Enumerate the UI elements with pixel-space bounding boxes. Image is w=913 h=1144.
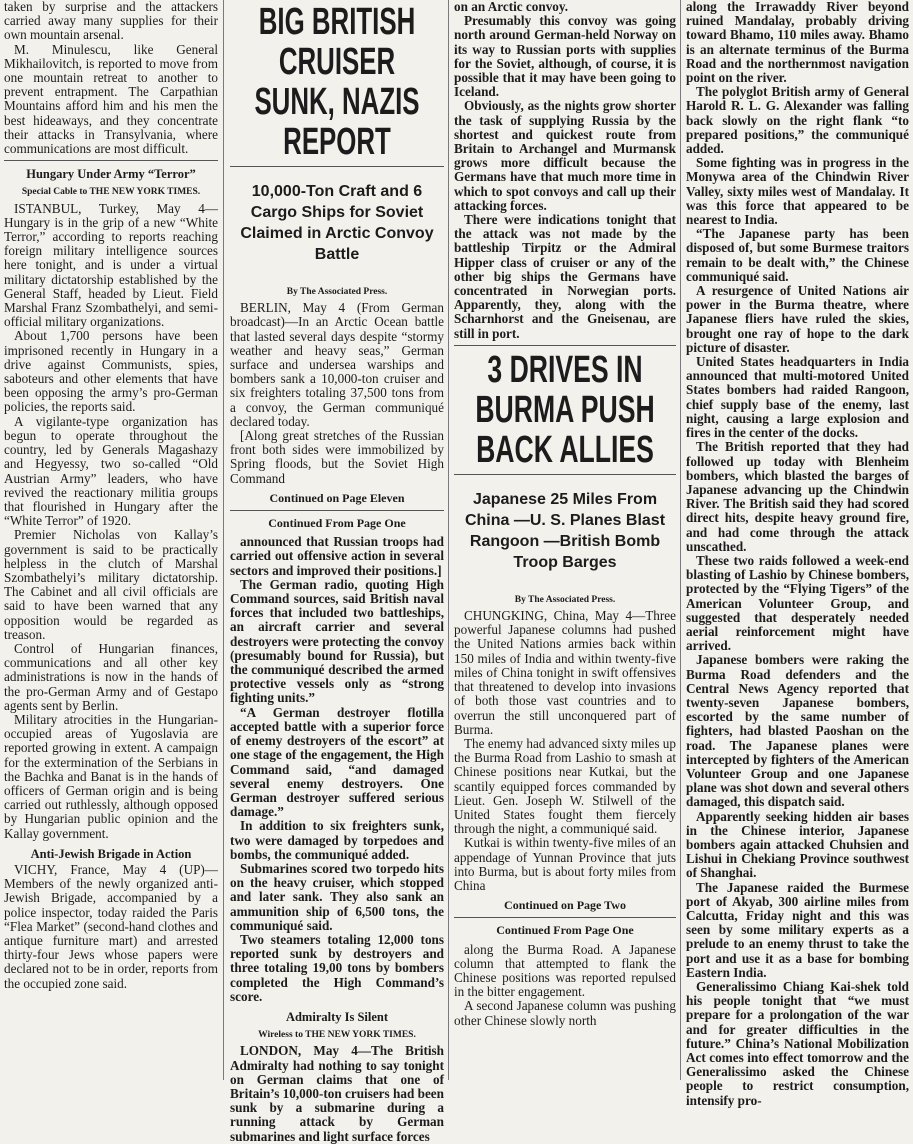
article-paragraph: Kutkai is within twenty-five miles of an appendage of Yunnan Province that juts into Burma, but is about forty miles from China	[454, 835, 676, 893]
section-divider	[230, 510, 444, 511]
article-paragraph: Submarines scored two torpedo hits on the heavy cruiser, which stopped and later sank. They also sank an ammunition ship of 6,500 tons, the communiqué said.	[230, 860, 444, 933]
article-paragraph: “A German destroyer flotilla accepted battle with a superior force of enemy destroyers of the escort” at one stage of the engagement, the High Command said, “and damaged several enemy destroyers. One German destroyer suffered serious damage.”	[230, 704, 444, 820]
article-paragraph: taken by surprise and the attackers carried away many supplies for their own mountain arsenal.	[4, 0, 218, 43]
section-divider	[454, 345, 676, 346]
deck-headline: 10,000-Ton Craft and 6 Cargo Ships for Soviet Claimed in Arctic Convoy Battle	[240, 183, 434, 263]
article-paragraph: VICHY, France, May 4 (UP)—Members of the newly organized anti-Jewish Brigade, accompanied by a police inspector, today raided the Paris “Flea Market” (second-hand clothes and antique furniture mart) and arrested thirty-four Jews whose papers were declared not to be in order, reports from the occupied zone said.	[4, 861, 218, 991]
article-paragraph: The British reported that they had followed up today with Blenheim bombers, which blasted the barges of Japanese advancing up the Chindwin River. The British said they had scored direct hits, despite heavy ground fire, and had come through the attack unscathed.	[686, 439, 909, 554]
column-rule	[223, 0, 224, 1080]
article-paragraph: ISTANBUL, Turkey, May 4—Hungary is in the grip of a new “White Terror,” according to reports reaching foreign military intelligence sources here tonight, and is under a virtual military dictatorship established by the General Staff, headed by Lieut. Field Marshal Franz Szombathelyi, and semi-official military organizations.	[4, 200, 218, 330]
article-paragraph: The enemy had advanced sixty miles up the Burma Road from Lashio to smash at Chinese positions near Kutkai, but the scantily equipped forces commanded by Lieut. Gen. Joseph W. Stilwell of the United States fought them fiercely through the night, a communiqué said.	[454, 735, 676, 837]
article-paragraph: along the Irrawaddy River beyond ruined Mandalay, probably driving toward Bhamo, 110 miles away. Bhamo is an alternate terminus of the Burma Road and the northernmost navigation point on the river.	[686, 0, 909, 86]
article-paragraph: The Japanese raided the Burmese port of Akyab, 300 airline miles from Calcutta, Friday night and this was seen by some military experts as a prelude to an enemy thrust to take the port and use it as a base for bombing Eastern India.	[686, 879, 909, 980]
section-divider	[454, 917, 676, 918]
article-paragraph: along the Burma Road. A Japanese column that attempted to flank the Chinese positions was reported repulsed in the bitter engagement.	[454, 941, 676, 1000]
jump-line: Continued From Page One	[496, 923, 634, 938]
article-paragraph: Obviously, as the nights grow shorter the task of supplying Russia by the shortest and quickest route from Britain to Archangel and Murmansk grows more difficult because the Germans have that much more time in which to spot convoys and call up their attacking forces.	[454, 98, 676, 213]
subheading: Anti-Jewish Brigade in Action	[30, 846, 192, 861]
article-paragraph: These two raids followed a week-end blasting of Lashio by Chinese bombers, protected by the “Flying Tigers” of the American Volunteer Group, and suggested that desperately needed aerial reinforcement might have arrived.	[686, 552, 909, 654]
article-paragraph: Military atrocities in the Hungarian-occupied areas of Yugoslavia are reported growing in extent. A campaign for the extermination of the Serbians in the Bachka and Banat is in the hands of officers of German origin and is being carried out ruthlessly, although opposed by Hungarian public opinion and the Kallay government.	[4, 711, 218, 841]
headline-rule	[230, 166, 444, 167]
article-paragraph: on an Arctic convoy.	[454, 0, 569, 14]
article-paragraph: Control of Hungarian finances, communications and all other key administrations is now in the hands of the pro-German Army and of Gestapo agents sent by Berlin.	[4, 640, 218, 713]
section-divider	[4, 160, 218, 161]
deck-headline: Japanese 25 Miles From China —U. S. Planes Blast Rangoon —British Bomb Troop Barges	[464, 490, 666, 571]
article-paragraph: A vigilante-type organization has begun to operate throughout the country, led by Generals Magashazy and Hegyessy, two so-called “Old Austrian Army” leaders, who have revived the reactionary militia groups that flourished in Hungary after the “White Terror” of 1920.	[4, 413, 218, 529]
article-paragraph: [Along great stretches of the Russian front both sides were immobilized by Spring floods, but the Soviet High Command	[230, 428, 444, 486]
article-paragraph: There were indications tonight that the attack was not made by the battleship Tirpitz or the Admiral Hipper class of cruiser or any of the other big ships the Germans have concentrated in Norwegian ports. Apparently, they, along with the Scharnhorst and the Gneisenau, are still in port.	[454, 212, 676, 341]
byline: By The Associated Press.	[514, 594, 616, 605]
article-paragraph: BERLIN, May 4 (From German broadcast)—In an Arctic Ocean battle that lasted several days despite “stormy weather and heavy seas,” German surface and undersea warships and bombers sank a 10,000-ton cruiser and six freighters totaling 37,500 tons from a convoy, the German communiqué declared today.	[230, 300, 444, 429]
article-paragraph: About 1,700 persons have been imprisoned recently in Hungary in a drive against Communists, spies, saboteurs and other elements that have been opposing the army’s pro-German policies, the reports said.	[4, 328, 218, 415]
article-paragraph: A second Japanese column was pushing other Chinese slowly north	[454, 998, 676, 1028]
article-paragraph: Japanese bombers were raking the Burma Road defenders and the Central News Agency reported that twenty-seven Japanese bombers, escorted by the same number of fighters, had blasted Paoshan on the road. The Japanese planes were intercepted by fighters of the American Volunteer Group and one Japanese plane was shot down and several others damaged, this dispatch said.	[686, 652, 909, 810]
headline-rule	[454, 474, 676, 475]
article-paragraph: announced that Russian troops had carried out offensive action in several sectors and improved their positions.]	[230, 534, 444, 578]
byline: Special Cable to THE NEW YORK TIMES.	[21, 187, 201, 198]
column-1	[0, 0, 222, 1080]
article-paragraph: CHUNGKING, China, May 4—Three powerful Japanese columns had pushed the United Nations armies back within 150 miles of India and within twenty-five miles of China tonight in swift offensives that threatened to develop into invasions of both those vast countries and to overrun the still unconquered part of Burma.	[454, 608, 676, 737]
column-rule	[680, 0, 681, 1080]
column-2	[226, 0, 448, 1144]
column-3	[450, 0, 680, 1080]
article-paragraph: Some fighting was in progress in the Monywa area of the Chindwin River Valley, sixty miles west of Mandalay. It was this force that appeared to be nearest to India.	[686, 155, 909, 228]
article-paragraph: “The Japanese party has been disposed of, but some Burmese traitors remain to be dealt with,” the Chinese communiqué said.	[686, 226, 909, 284]
article-paragraph: Premier Nicholas von Kallay’s government is said to be practically helpless in the clutch of Marshal Szombathelyi’s military dictatorship. The Cabinet and all civil officials are said to have been warned that any opposition would be regarded as treason.	[4, 527, 218, 642]
article-paragraph: LONDON, May 4—The British Admiralty had nothing to say tonight on German claims that one of Britain’s 10,000-ton cruisers had been sunk by a submarine during a running attack by German submarines and light surface forces	[230, 1043, 444, 1144]
jump-line: Continued on Page Eleven	[269, 490, 405, 505]
article-paragraph: United States headquarters in India announced that multi-motored United States bombers had raided Rangoon, chief supply base of the enemy, last night, causing a large explosion and fires in the center of the docks.	[686, 354, 909, 441]
article-paragraph: Two steamers totaling 12,000 tons reported sunk by destroyers and three totaling 19,00 tons by bombers completed the High Command’s score.	[230, 931, 444, 1004]
article-paragraph: The polyglot British army of General Harold R. L. G. Alexander was falling back slowly on the right flank “to prepared positions,” the communiqué added.	[686, 84, 909, 157]
jump-line: Continued From Page One	[268, 516, 406, 531]
article-paragraph: Apparently seeking hidden air bases in the Chinese interior, Japanese bombers again attacked Chuhsien and Lishui in Chekiang Province southwest of Shanghai.	[686, 808, 909, 881]
article-paragraph: A resurgence of United Nations air power in the Burma theatre, where Japanese fliers have ruled the skies, brought one ray of hope to the dark picture of disaster.	[686, 283, 909, 355]
article-paragraph: M. Minulescu, like General Mikhailovitch, is reported to move from one mountain retreat to another to prevent entrapment. The Carpathian Mountains afford him and his men the best hideaways, and they concentrate their attacks in Transylvania, where communications are most difficult.	[4, 41, 218, 157]
byline: By The Associated Press.	[286, 287, 388, 297]
subheading: Hungary Under Army “Terror”	[26, 167, 196, 182]
headline: 3 DRIVES IN BURMA PUSH BACK ALLIES	[475, 348, 655, 471]
subheading: Admiralty Is Silent	[285, 1009, 389, 1024]
article-paragraph: The German radio, quoting High Command sources, said British naval forces that included two battleships, an aircraft carrier and several destroyers were protecting the convoy (presumably bound for Russia), but the communiqué described the armed protective vessels only as “strong fighting units.”	[230, 576, 444, 706]
jump-line: Continued on Page Two	[504, 898, 626, 913]
article-paragraph: In addition to six freighters sunk, two were damaged by torpedoes and bombs, the communiqué added.	[230, 818, 444, 862]
article-paragraph: Generalissimo Chiang Kai-shek told his people tonight that “we must prepare for a prolongation of the war and for greater difficulties in the future.” China’s National Mobilization Act comes into effect tomorrow and the Generalissimo asked the Chinese people to restrict consumption, intensify pro-	[686, 979, 909, 1108]
byline: Wireless to THE NEW YORK TIMES.	[258, 1030, 416, 1041]
article-paragraph: Presumably this convoy was going north around German-held Norway on its way to Russian ports with supplies for the Soviet, although, of course, it is possible that it may have been going to Iceland.	[454, 13, 676, 100]
column-4	[682, 0, 913, 1108]
headline: BIG BRITISH CRUISER SUNK, NAZIS REPORT	[254, 1, 420, 163]
column-rule	[448, 0, 449, 1080]
